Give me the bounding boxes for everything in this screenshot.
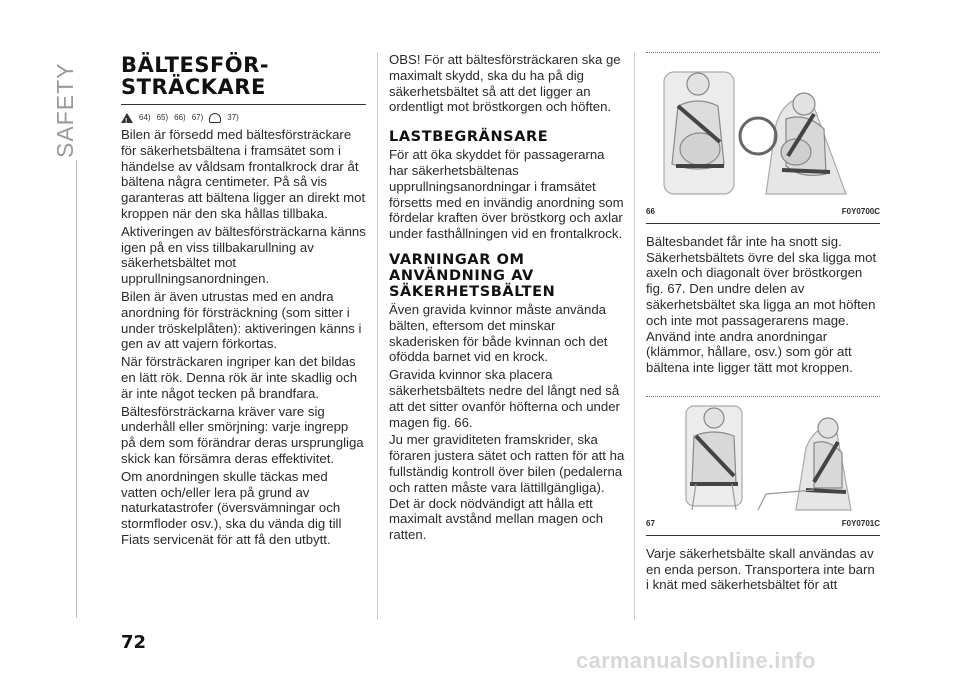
paragraph: Bilen är även utrustas med en andra anordning för försträckning (som sitter i under tröskelplåten): aktiveringen känns i gen av att vajern förkortas.	[121, 288, 362, 352]
figure-caption	[646, 204, 880, 224]
seated-person-illustration	[646, 398, 880, 516]
warning-references	[121, 112, 366, 124]
column-2	[389, 52, 625, 545]
paragraph: Aktiveringen av bältesförsträckarna känns igen på en viss tillbakarullning av säkerhetsbältet mot upprullningsanordningen.	[121, 223, 366, 287]
figure-code: F0Y0701C	[841, 518, 880, 528]
paragraph: OBS! För att bältesförsträckaren ska ge maximalt skydd, ska du ha på dig säkerhetsbältet så att det ligger an ordentligt mot bröstkorgen och höften.	[389, 52, 621, 115]
section-label: SAFETY	[52, 62, 78, 158]
ref: 67)	[191, 113, 204, 123]
paragraph: Ju mer graviditeten framskrider, ska föraren justera sätet och ratten för att ha fullständig kontroll över bilen (pedalerna och ratten måste vara lättillgängliga). Det är dock nödvändigt att hålla ett maximalt avstånd mellan magen och ratten.	[389, 432, 625, 543]
paragraph: Bältesförsträckarna kräver vare sig underhåll eller smörjning: varje ingrepp på dem som förändrar deras ursprungliga skick kan försämra deras effektivitet.	[121, 403, 364, 466]
heading-rule	[121, 104, 366, 105]
pregnant-woman-illustration	[646, 54, 880, 204]
ref: 66)	[174, 113, 186, 123]
section-heading: BÄLTESFÖR- STRÄCKARE	[121, 53, 270, 99]
paragraph: Varje säkerhetsbälte skall användas av en enda person. Transportera inte barn i knät med säkerhetsbältet för att	[646, 545, 875, 593]
sidebar-divider	[76, 160, 77, 618]
paragraph: Gravida kvinnor ska placera säkerhetsbältets nedre del långt ned så att det sitter ovanför höfterna och under magen fig. 66.	[389, 367, 620, 430]
column-1	[121, 52, 366, 550]
ref: 64)	[139, 113, 151, 123]
paragraph: Bilen är försedd med bältesförsträckare för säkerhetsbältena i framsätet som i händelse av våldsam frontalkrock drar åt bältena några centimeter. På så vis garanteras att bältena ligger an direkt mot kroppen när den ska hållas tillbaka.	[121, 127, 366, 221]
figure-67	[646, 398, 880, 516]
figure-caption	[646, 516, 880, 536]
column-divider	[377, 52, 378, 620]
seat-icon	[209, 113, 221, 123]
paragraph: Även gravida kvinnor måste använda bälten, eftersom det minskar skaderisken för både kvinnan och det ofödda barnet vid en krock.	[389, 301, 608, 365]
paragraph: Bältesbandet får inte ha snott sig. Säkerhetsbältets övre del ska ligga mot axeln och diagonalt över bröstkorgen fig. 67. Den undre delen av säkerhetsbältet ska ligga an mot höften och inte mot passagerarens mage. Använd inte andra anordningar (klämmor, hållare, osv.) som gör att bältena inte ligger tätt mot kroppen.	[646, 233, 877, 376]
subheading: LASTBEGRÄNSARE	[389, 129, 549, 146]
subheading: VARNINGAR OM ANVÄNDNING AV SÄKERHETSBÄLTEN	[389, 251, 556, 300]
warning-icon	[121, 113, 133, 123]
ref: 65)	[156, 113, 169, 123]
column-3	[646, 52, 880, 595]
watermark: carmanualsonline.info	[576, 648, 816, 673]
paragraph: För att öka skyddet för passagerarna har säkerhetsbältenas upprullningsanordningar i framsätet försetts med en invändig anordning som fördelar kraften över bröstkorg och axlar under fasthållningen vid en frontalkrock.	[389, 147, 624, 242]
figure-number: 67	[646, 518, 655, 528]
figure-number: 66	[646, 207, 655, 216]
column-divider	[634, 52, 635, 620]
paragraph: När försträckaren ingriper kan det bildas en lätt rök. Denna rök är inte skadlig och är inte något tecken på brandfara.	[121, 354, 358, 401]
ref: 37)	[227, 113, 239, 123]
figure-code: F0Y0700C	[841, 207, 880, 216]
page-number: 72	[121, 632, 147, 653]
figure-66	[646, 54, 880, 204]
paragraph: Om anordningen skulle täckas med vatten och/eller lera på grund av naturkatastrofer (översvämningar och stormfloder osv.), ska du vända dig till Fiats servicenät för att få den utbytt.	[121, 468, 342, 547]
